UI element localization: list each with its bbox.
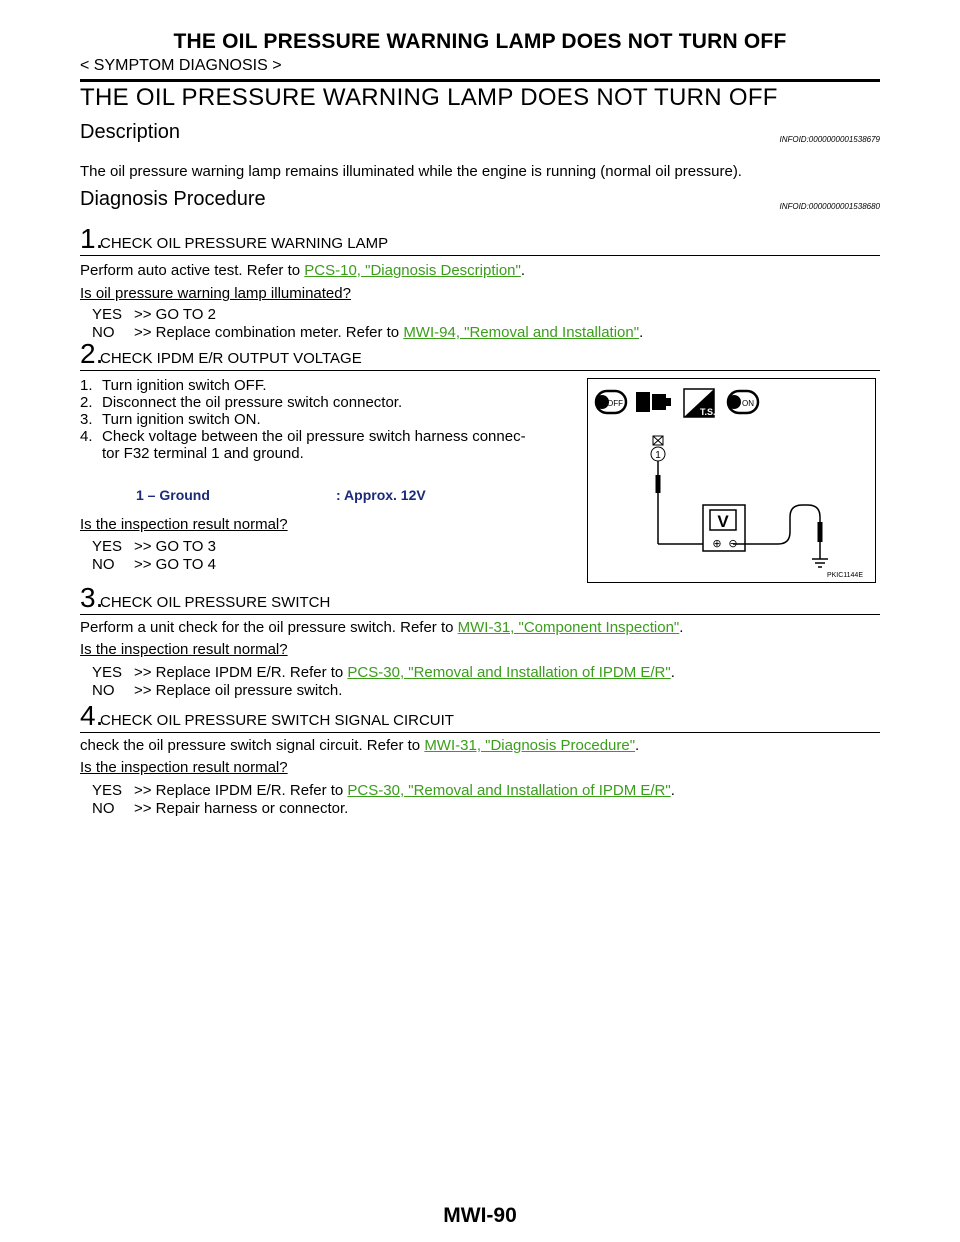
svg-text:⊕: ⊕ [712, 537, 722, 550]
list-item [80, 377, 526, 394]
spec-label: 1 – Ground [136, 487, 210, 503]
connector-icon [636, 392, 671, 412]
probe-tip [656, 475, 661, 493]
step-2-number: 2. [80, 338, 104, 369]
link-pcs-30-step4[interactable]: PCS-30, "Removal and Installation of IPDM E/R" [347, 782, 671, 799]
no-key: NO [92, 324, 115, 341]
meter-label: V [717, 512, 729, 531]
description-heading: Description [80, 121, 181, 143]
ignition-on-icon [727, 391, 758, 413]
link-mwi-94[interactable]: MWI-94, "Removal and Installation" [403, 324, 640, 341]
ground-icon [812, 559, 828, 567]
list-item-continuation [80, 445, 526, 462]
step-3-question: Is the inspection result normal? [80, 641, 288, 658]
no-key: NO [92, 800, 115, 817]
page-number: MWI-90 [443, 1204, 517, 1227]
list-item-text: Disconnect the oil pressure switch connector. [102, 394, 403, 411]
step-2-yes [92, 538, 216, 555]
test-station-icon [684, 389, 716, 417]
off-label: OFF [607, 399, 623, 408]
terminal-number: 1 [655, 450, 661, 461]
no-text: >> GO TO 4 [134, 556, 216, 573]
step-2-list [80, 377, 526, 462]
no-key: NO [92, 682, 115, 699]
step-3-text-post: . [679, 619, 684, 636]
list-item [80, 428, 526, 445]
ignition-off-icon [595, 391, 626, 413]
spec-value: : Approx. 12V [336, 487, 426, 503]
step-1-no [92, 324, 643, 341]
step-1-header [80, 223, 880, 256]
step-3-text [80, 619, 683, 636]
step-4-question: Is the inspection result normal? [80, 759, 288, 776]
list-item-text: Turn ignition switch OFF. [102, 377, 267, 394]
list-item [80, 394, 526, 411]
step-4-yes [92, 782, 675, 799]
link-mwi-31-diagnosis[interactable]: MWI-31, "Diagnosis Procedure" [424, 737, 636, 754]
no-key: NO [92, 556, 115, 573]
yes-text: >> GO TO 3 [134, 538, 216, 555]
page-title: THE OIL PRESSURE WARNING LAMP DOES NOT TURN OFF [80, 84, 778, 111]
list-item [80, 411, 526, 428]
yes-text-pre: >> Replace IPDM E/R. Refer to [134, 664, 348, 681]
step-3-yes [92, 664, 675, 681]
yes-key: YES [92, 306, 123, 323]
yes-key: YES [92, 782, 123, 799]
list-item-number: 4. [80, 428, 93, 445]
step-1-yes [92, 306, 216, 323]
running-header-title: THE OIL PRESSURE WARNING LAMP DOES NOT TURN OFF [173, 30, 787, 53]
description-text: The oil pressure warning lamp remains illuminated while the engine is running (normal oil pressure). [80, 163, 742, 180]
yes-text-post: . [670, 664, 675, 681]
list-item-text: Check voltage between the oil pressure switch harness connec- [102, 428, 526, 445]
no-text-post: . [639, 324, 644, 341]
step-4-header [80, 700, 880, 733]
step-2-title: CHECK IPDM E/R OUTPUT VOLTAGE [100, 350, 362, 367]
no-text: >> Replace oil pressure switch. [134, 682, 343, 699]
step-1-title: CHECK OIL PRESSURE WARNING LAMP [100, 235, 389, 252]
yes-text-post: . [670, 782, 675, 799]
list-item-text: Turn ignition switch ON. [102, 411, 261, 428]
list-item-text: tor F32 terminal 1 and ground. [102, 445, 304, 462]
step-3-title: CHECK OIL PRESSURE SWITCH [100, 594, 331, 611]
yes-key: YES [92, 664, 123, 681]
connector-terminal-icon [653, 436, 663, 445]
list-item-number: 1. [80, 377, 93, 394]
yes-key: YES [92, 538, 123, 555]
step-2-header [80, 338, 880, 371]
step-1-question: Is oil pressure warning lamp illuminated? [80, 285, 351, 302]
step-3-header [80, 582, 880, 615]
step-2-question: Is the inspection result normal? [80, 516, 288, 533]
step-4-title: CHECK OIL PRESSURE SWITCH SIGNAL CIRCUIT [100, 712, 454, 729]
svg-text:⊖: ⊖ [728, 537, 738, 550]
step-2-no [92, 556, 216, 573]
link-pcs-10[interactable]: PCS-10, "Diagnosis Description" [304, 262, 521, 279]
wiring-diagram [588, 379, 875, 582]
yes-text: >> GO TO 2 [134, 306, 216, 323]
spec-row [136, 487, 426, 503]
step-4-text-post: . [635, 737, 640, 754]
list-item-number: 2. [80, 394, 93, 411]
description-infoid: INFOID:0000000001538679 [779, 135, 880, 144]
step-4-text [80, 737, 639, 754]
link-mwi-31-component[interactable]: MWI-31, "Component Inspection" [457, 619, 680, 636]
list-item-number: 3. [80, 411, 93, 428]
on-label: ON [742, 399, 754, 408]
ts-label: T.S. [700, 407, 716, 417]
step-1-text-post: . [520, 262, 526, 279]
step-3-text-pre: Perform a unit check for the oil pressure switch. Refer to [80, 619, 458, 636]
no-text: >> Repair harness or connector. [134, 800, 349, 817]
step-3-number: 3. [80, 582, 104, 613]
ground-lead [733, 505, 820, 559]
step-1-number: 1. [80, 223, 104, 254]
diagnosis-infoid: INFOID:0000000001538680 [779, 202, 880, 211]
step-4-no [92, 800, 348, 817]
no-text-pre: >> Replace combination meter. Refer to [134, 324, 404, 341]
section-label: < SYMPTOM DIAGNOSIS > [80, 57, 282, 74]
diagnosis-heading: Diagnosis Procedure [80, 188, 266, 210]
header-rule [80, 79, 880, 82]
yes-text-pre: >> Replace IPDM E/R. Refer to [134, 782, 348, 799]
step-4-number: 4. [80, 700, 104, 731]
link-pcs-30[interactable]: PCS-30, "Removal and Installation of IPDM E/R" [347, 664, 671, 681]
step-1-text-pre: Perform auto active test. Refer to [80, 262, 305, 279]
figure-code: PKIC1144E [826, 572, 863, 579]
step-4-text-pre: check the oil pressure switch signal circuit. Refer to [80, 737, 425, 754]
step-3-no [92, 682, 342, 699]
wiring-figure [587, 378, 876, 583]
step-1-text [80, 262, 525, 279]
